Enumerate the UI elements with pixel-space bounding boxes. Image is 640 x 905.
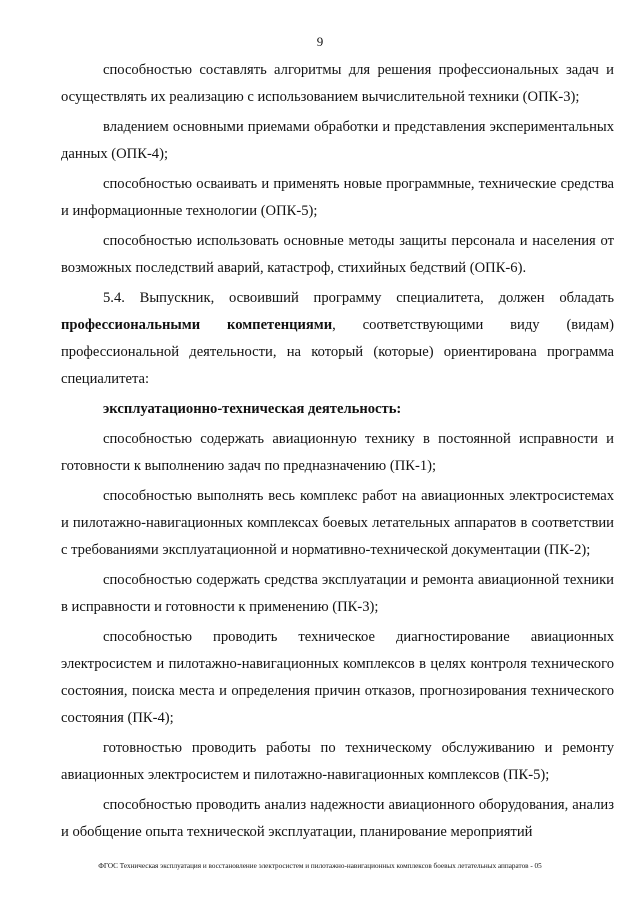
page-footer: ФГОС Техническая эксплуатация и восстановление электросистем и пилотажно-навигационных комплексов боевых летательных аппаратов - 05 [98,862,542,870]
paragraph-continued: способностью проводить анализ надежности авиационного оборудования, анализ и обобщение опыта технической эксплуатации, планирование мероприятий [61,797,614,840]
paragraph-opk-4: владением основными приемами обработки и представления экспериментальных данных (ОПК-4); [61,119,614,162]
paragraph-pk-4: способностью проводить техническое диагностирование авиационных электросистем и пилотажно-навигационных комплексов в целях контроля технического состояния, поиска места и определения причин отказов, прогнозирования технического состояния (ПК-4); [61,629,614,726]
page-number: 9 [316,34,324,49]
paragraph-opk-6: способностью использовать основные методы защиты персонала и населения от возможных последствий аварий, катастроф, стихийных бедствий (ОПК-6). [61,233,614,276]
paragraph-pk-1: способностью содержать авиационную технику в постоянной исправности и готовности к выполнению задач по предназначению (ПК-1); [61,431,614,474]
paragraph-opk-3: способностью составлять алгоритмы для решения профессиональных задач и осуществлять их реализацию с использованием вычислительной техники (ОПК-3); [61,62,614,105]
section-5-4-bold-term: профессиональными компетенциями [61,317,333,333]
activity-heading: эксплуатационно-техническая деятельность: [103,401,402,417]
paragraph-pk-5: готовностью проводить работы по техническому обслуживанию и ремонту авиационных электросистем и пилотажно-навигационных комплексов (ПК-5); [61,740,614,783]
section-5-4-rest: , соответствующими виду (видам) профессиональной деятельности, на который (которые) ориентирована программа специалитета: [61,317,615,387]
paragraph-section-5-4 [61,285,614,393]
section-5-4-intro: 5.4. Выпускник, освоивший программу специалитета, должен обладать [103,290,614,306]
paragraph-opk-5: способностью осваивать и применять новые программные, технические средства и информационные технологии (ОПК-5); [61,176,614,219]
paragraph-pk-3: способностью содержать средства эксплуатации и ремонта авиационной техники в исправности и готовности к применению (ПК-3); [61,572,614,615]
paragraph-pk-2: способностью выполнять весь комплекс работ на авиационных электросистемах и пилотажно-навигационных комплексах боевых летательных аппаратов в соответствии с требованиями эксплуатационной и нормативно-технической документации (ПК-2); [61,488,614,558]
page-body [61,57,614,849]
